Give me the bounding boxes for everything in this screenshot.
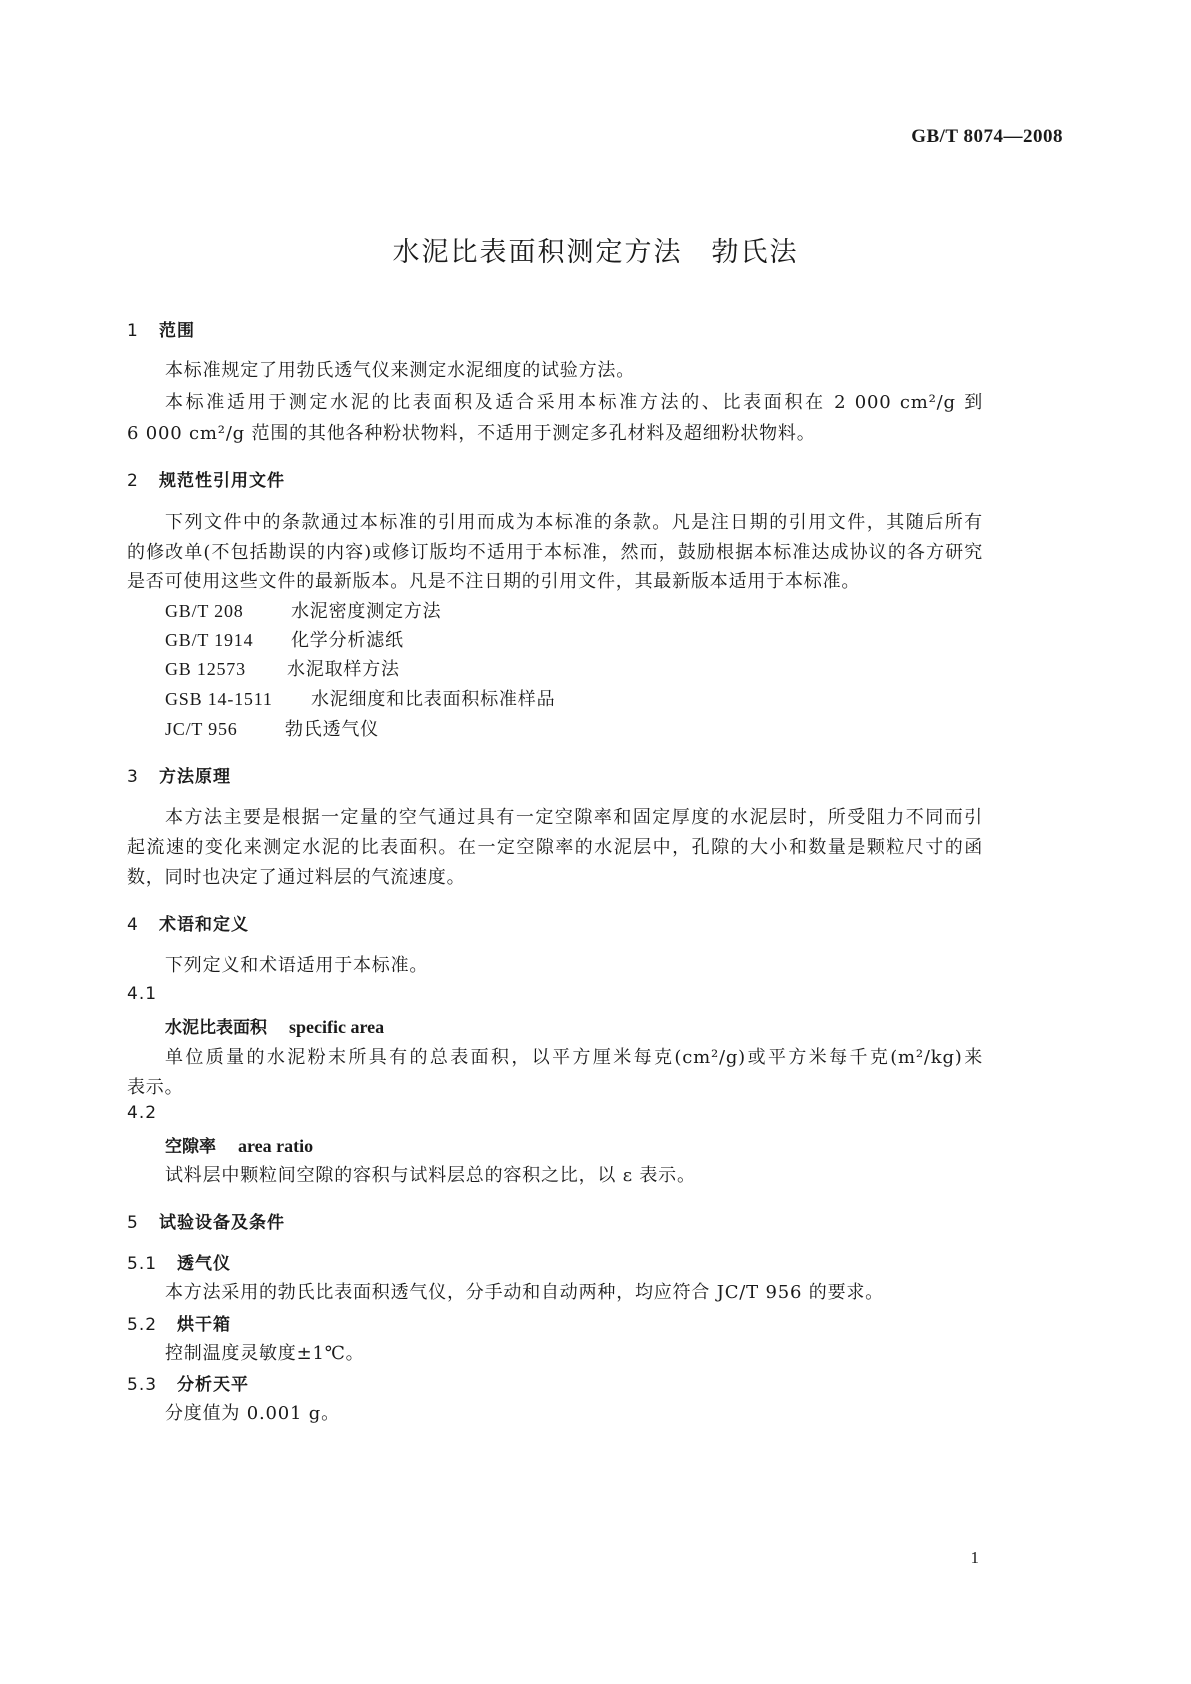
section-2-heading [127, 466, 285, 491]
standard-code: GB/T 8074—2008 [911, 126, 1063, 147]
reference-item [165, 597, 441, 623]
reference-name: 化学分析滤纸 [291, 630, 404, 651]
section-title: 范围 [159, 321, 195, 341]
subsection-5-2-heading [127, 1310, 231, 1335]
reference-item [165, 715, 379, 741]
term-4-1-definition-line-1: 单位质量的水泥粉末所具有的总表面积，以平方厘米每克(cm²/g)或平方米每千克(m²/kg)来 [165, 1047, 983, 1068]
reference-code: JC/T 956 [165, 719, 238, 739]
section-3-paragraph-line-3: 数，同时也决定了通过料层的气流速度。 [127, 867, 466, 888]
reference-item [165, 655, 400, 681]
reference-code: GB/T 208 [165, 601, 244, 621]
reference-item [165, 626, 404, 652]
term-chinese: 水泥比表面积 [165, 1018, 267, 1038]
subsection-5-1-heading [127, 1249, 231, 1274]
term-4-1-number: 4.1 [127, 984, 158, 1004]
section-2-paragraph-line-3: 是否可使用这些文件的最新版本。凡是不注日期的引用文件，其最新版本适用于本标准。 [127, 571, 861, 592]
section-1-paragraph-2-line-1: 本标准适用于测定水泥的比表面积及适合采用本标准方法的、比表面积在 2 000 cm²/g 到 [165, 392, 983, 413]
section-4-intro: 下列定义和术语适用于本标准。 [165, 955, 429, 976]
section-3-heading [127, 762, 231, 787]
reference-item [165, 685, 555, 711]
subsection-5-3-heading [127, 1370, 249, 1395]
term-english: specific area [289, 1017, 385, 1037]
reference-code: GB 12573 [165, 659, 246, 679]
section-number: 2 [127, 471, 139, 491]
section-number: 3 [127, 767, 139, 787]
section-5-heading [127, 1208, 285, 1233]
section-2-paragraph-line-1: 下列文件中的条款通过本标准的引用而成为本标准的条款。凡是注日期的引用文件，其随后所有 [165, 512, 983, 533]
document-title: 水泥比表面积测定方法 勃氏法 [392, 237, 799, 268]
page-number: 1 [970, 1548, 979, 1567]
term-4-2-title [165, 1132, 313, 1157]
term-4-2-definition: 试料层中颗粒间空隙的容积与试料层总的容积之比，以 ε 表示。 [165, 1165, 696, 1186]
term-4-2-number: 4.2 [127, 1103, 158, 1123]
subsection-title: 烘干箱 [177, 1315, 231, 1335]
term-english: area ratio [238, 1136, 314, 1156]
reference-code: GB/T 1914 [165, 630, 254, 650]
section-1-paragraph-1: 本标准规定了用勃氏透气仪来测定水泥细度的试验方法。 [165, 360, 635, 381]
term-4-1-definition-line-2: 表示。 [127, 1077, 184, 1098]
term-chinese: 空隙率 [165, 1137, 216, 1157]
section-2-paragraph-line-2: 的修改单(不包括勘误的内容)或修订版均不适用于本标准，然而，鼓励根据本标准达成协议的各方研究 [127, 542, 983, 563]
section-3-paragraph-line-2: 起流速的变化来测定水泥的比表面积。在一定空隙率的水泥层中，孔隙的大小和数量是颗粒尺寸的函 [127, 837, 983, 858]
reference-name: 水泥密度测定方法 [291, 601, 442, 622]
subsection-number: 5.3 [127, 1375, 158, 1395]
subsection-5-2-text: 控制温度灵敏度±1℃。 [165, 1343, 365, 1364]
subsection-5-3-text: 分度值为 0.001 g。 [165, 1403, 340, 1424]
subsection-5-1-text: 本方法采用的勃氏比表面积透气仪，分手动和自动两种，均应符合 JC/T 956 的要求。 [165, 1282, 884, 1303]
reference-code: GSB 14-1511 [165, 689, 273, 709]
subsection-title: 分析天平 [177, 1375, 249, 1395]
section-number: 5 [127, 1213, 139, 1233]
section-number: 4 [127, 915, 139, 935]
subsection-number: 5.1 [127, 1254, 158, 1274]
section-title: 试验设备及条件 [159, 1213, 285, 1233]
section-4-heading [127, 910, 249, 935]
section-title: 方法原理 [159, 767, 231, 787]
section-title: 术语和定义 [159, 915, 249, 935]
term-4-1-title [165, 1013, 384, 1038]
section-3-paragraph-line-1: 本方法主要是根据一定量的空气通过具有一定空隙率和固定厚度的水泥层时，所受阻力不同而引 [165, 807, 983, 828]
section-1-paragraph-2-line-2: 6 000 cm²/g 范围的其他各种粉状物料，不适用于测定多孔材料及超细粉状物料。 [127, 423, 816, 444]
reference-name: 勃氏透气仪 [285, 719, 379, 740]
reference-name: 水泥取样方法 [287, 659, 400, 680]
subsection-number: 5.2 [127, 1315, 158, 1335]
section-title: 规范性引用文件 [159, 471, 285, 491]
subsection-title: 透气仪 [177, 1254, 231, 1274]
section-1-heading [127, 316, 195, 341]
reference-name: 水泥细度和比表面积标准样品 [311, 689, 556, 710]
section-number: 1 [127, 321, 139, 341]
